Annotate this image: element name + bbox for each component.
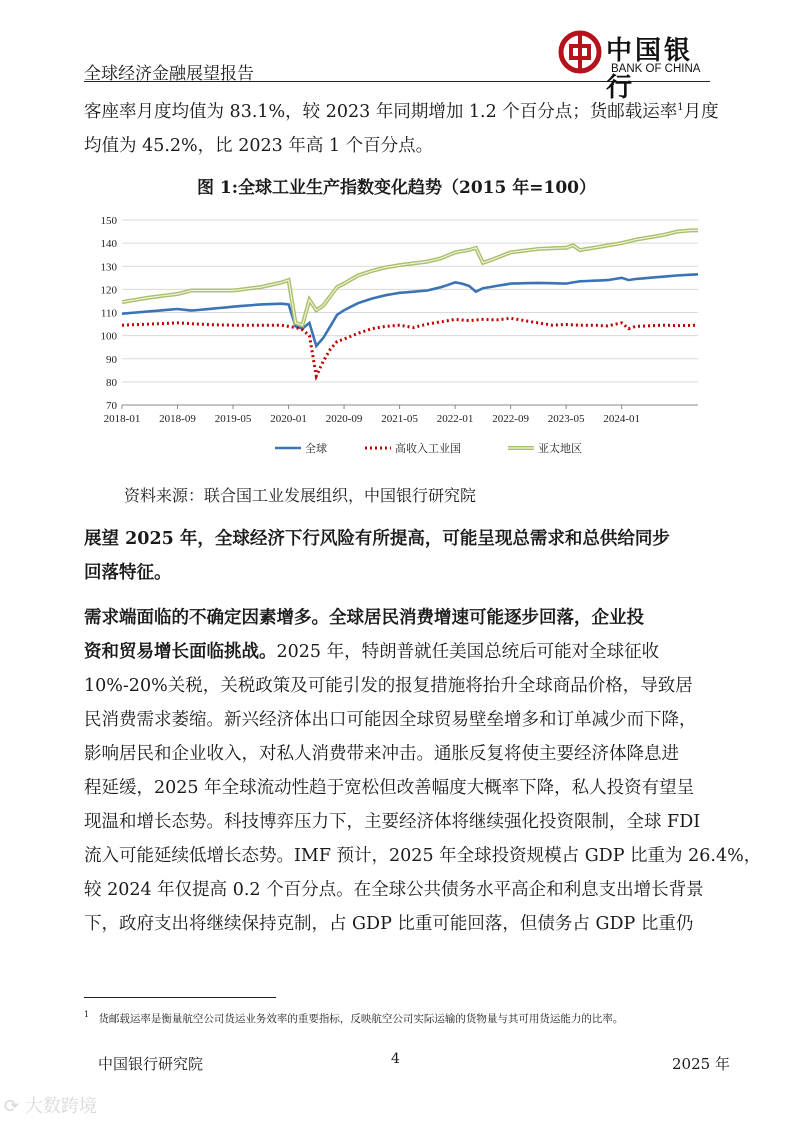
footer-year: 2025 年 — [672, 1055, 730, 1073]
footnote-rule — [84, 997, 276, 998]
demand-line-8: 流入可能延续低增长态势。IMF 预计，2025 年全球投资规模占 GDP 比重为 26.4%， — [84, 846, 762, 866]
intro-line-1-tail: 月度 — [683, 102, 719, 122]
footnote-ref: 1 — [677, 102, 684, 114]
intro-line-1: 客座率月度均值为 83.1%，较 2023 年同期增加 1.2 个百分点；货邮载运率 — [84, 102, 678, 122]
footnote-mark: 1 — [84, 1010, 90, 1019]
demand-line-bold: 资和贸易增长面临挑战。 — [84, 642, 277, 662]
demand-line-7: 现温和增长态势。科技博弈压力下，主要经济体将继续强化投资限制，全球 FDI — [84, 812, 701, 832]
x-tick-label: 2018-01 — [103, 413, 141, 425]
y-tick-label: 80 — [106, 376, 117, 389]
outlook-line-1: 展望 2025 年，全球经济下行风险有所提高，可能呈现总需求和总供给同步 — [84, 529, 670, 549]
y-tick-label: 130 — [100, 261, 117, 274]
footer-org: 中国银行研究院 — [98, 1055, 204, 1073]
demand-line-10: 下，政府支出将继续保持克制，占 GDP 比重可能回落，但债务占 GDP 比重仍 — [84, 914, 694, 934]
x-tick-label: 2022-09 — [492, 413, 529, 425]
x-tick-label: 2022-01 — [436, 413, 474, 425]
y-tick-label: 150 — [100, 215, 117, 227]
series-line-asia-pacific-inner — [122, 230, 698, 325]
series-line-high-income — [122, 318, 698, 376]
industrial-production-chart — [80, 205, 720, 465]
chart-source: 资料来源：联合国工业发展组织，中国银行研究院 — [124, 486, 477, 505]
intro-line-2: 均值为 45.2%，比 2023 年高 1 个百分点。 — [84, 136, 434, 156]
demand-line-6: 程延缓，2025 年全球流动性趋于宽松但改善幅度大概率下降，私人投资有望呈 — [84, 778, 695, 798]
demand-line-bold: 需求端面临的不确定因素增多。全球居民消费增速可能逐步回落，企业投 — [84, 608, 644, 628]
demand-line-9: 较 2024 年仅提高 0.2 个百分点。在全球公共债务水平高企和利息支出增长背景 — [84, 880, 704, 900]
page-number: 4 — [391, 1051, 400, 1067]
footnote — [84, 1010, 623, 1026]
demand-line-1 — [84, 604, 644, 629]
demand-line-5: 影响居民和企业收入，对私人消费带来冲击。通胀反复将使主要经济体降息进 — [84, 744, 679, 764]
x-tick-label: 2020-01 — [270, 413, 307, 425]
legend-label: 高收入工业国 — [395, 442, 461, 455]
logo-chinese-text: 中国银行 — [606, 36, 694, 103]
y-tick-label: 70 — [106, 400, 117, 412]
y-tick-label: 100 — [100, 330, 117, 343]
demand-line-3: 10%-20%关税，关税政策及可能引发的报复措施将抬升全球商品价格，导致居 — [84, 676, 693, 696]
watermark-text: 大数跨境 — [24, 1096, 97, 1117]
footnote-text: 货邮载运率是衡量航空公司货运业务效率的重要指标，反映航空公司实际运输的货物量与其可用货运能力的比率。 — [98, 1012, 624, 1025]
logo-english-text: BANK OF CHINA — [611, 63, 701, 75]
y-tick-label: 140 — [100, 238, 117, 251]
y-tick-label: 110 — [100, 307, 117, 320]
bank-of-china-logo — [558, 28, 714, 103]
demand-line-4: 民消费需求萎缩。新兴经济体出口可能因全球贸易壁垒增多和订单减少而下降， — [84, 710, 697, 730]
y-tick-label: 120 — [100, 284, 117, 297]
legend-label: 亚太地区 — [538, 442, 582, 455]
x-tick-label: 2018-09 — [159, 413, 196, 425]
demand-line-rest: 2025 年，特朗普就任美国总统后可能对全球征收 — [276, 642, 660, 662]
x-tick-label: 2020-09 — [325, 413, 363, 425]
header-title: 全球经济金融展望报告 — [84, 64, 254, 84]
x-tick-label: 2023-05 — [547, 413, 585, 425]
legend-label: 全球 — [305, 442, 327, 455]
boc-emblem-icon — [558, 30, 602, 74]
x-tick-label: 2021-05 — [381, 413, 418, 425]
watermark-icon: ⟳ — [4, 1096, 20, 1117]
outlook-line-2: 回落特征。 — [84, 563, 172, 583]
watermark — [4, 1092, 97, 1118]
x-tick-label: 2019-05 — [214, 413, 252, 425]
x-tick-label: 2024-01 — [603, 413, 640, 425]
chart-title: 图 1:全球工业生产指数变化趋势（2015 年=100） — [197, 178, 596, 198]
y-tick-label: 90 — [106, 353, 117, 366]
demand-line-2 — [84, 638, 659, 663]
